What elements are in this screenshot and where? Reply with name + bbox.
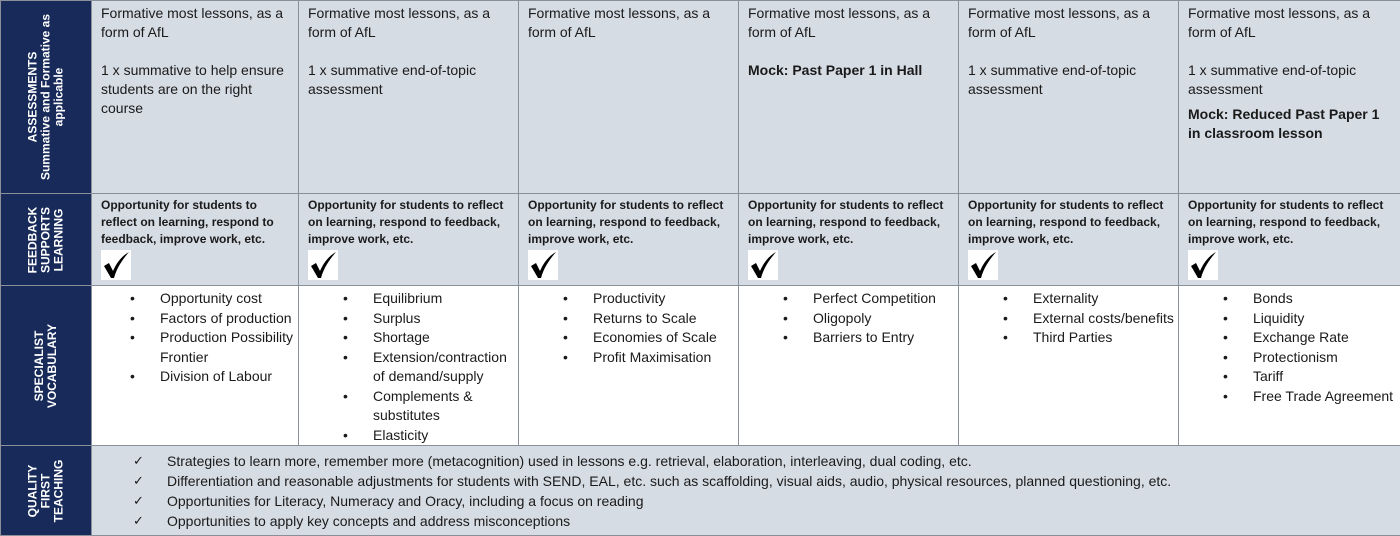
quality-item-text: Opportunities for Literacy, Numeracy and Oracy, including a focus on reading — [167, 493, 644, 509]
vocab-item: • Barriers to Entry — [813, 328, 954, 348]
vocab-item: • Free Trade Agreement — [1253, 387, 1396, 407]
quality-row — [1, 446, 1400, 536]
vocab-list — [959, 289, 1178, 348]
feedback-text: Opportunity for students to reflect on learning, respond to feedback, improve work, etc. — [1188, 197, 1394, 248]
vocab-cell-2 — [299, 286, 519, 446]
vocab-item: • Liquidity — [1253, 309, 1396, 329]
vocab-item: • Externality — [1033, 289, 1174, 309]
vocab-item: • Tariff — [1253, 367, 1396, 387]
vocab-item: • Profit Maximisation — [593, 348, 734, 368]
feedback-text: Opportunity for students to reflect on learning, respond to feedback, improve work, etc. — [308, 197, 512, 248]
vocab-item: • Division of Labour — [160, 367, 294, 387]
quality-item — [167, 511, 1400, 531]
assessment-formative: Formative most lessons, as a form of AfL — [1188, 4, 1394, 42]
vocab-item: • Opportunity cost — [160, 289, 294, 309]
assessment-mock: Mock: Reduced Past Paper 1 in classroom lesson — [1188, 105, 1394, 143]
assessments-sublabel-2: applicable — [53, 14, 66, 180]
assessment-formative: Formative most lessons, as a form of AfL — [101, 4, 292, 42]
feedback-row-header — [1, 194, 92, 286]
vocab-item: • Protectionism — [1253, 348, 1396, 368]
vocab-list — [299, 289, 518, 445]
vocab-list — [739, 289, 958, 348]
vocabulary-row-header — [1, 286, 92, 446]
vocabulary-row — [1, 286, 1400, 446]
checkmark-icon — [308, 250, 338, 280]
vocab-item: • External costs/benefits — [1033, 309, 1174, 329]
feedback-label-2: SUPPORTS — [40, 206, 53, 273]
checkmark-icon — [101, 250, 131, 280]
quality-label-3: TEACHING — [53, 459, 66, 522]
vocab-item: • Elasticity — [373, 426, 514, 446]
assessment-cell-3 — [519, 1, 739, 194]
assessment-summative: 1 x summative end-of-topic assessment — [308, 61, 512, 99]
feedback-cell-5 — [959, 194, 1179, 286]
assessment-cell-4 — [739, 1, 959, 194]
assessments-row — [1, 1, 1400, 194]
vocab-list — [92, 289, 298, 387]
quality-first-cell — [92, 446, 1400, 536]
vocab-list — [519, 289, 738, 367]
feedback-cell-3 — [519, 194, 739, 286]
quality-item-text: Strategies to learn more, remember more (metacognition) used in lessons e.g. retrieval, elaboration, interleaving, dual coding, etc. — [167, 453, 972, 469]
check-icon: ✓ — [133, 471, 144, 491]
assessment-formative: Formative most lessons, as a form of AfL — [748, 4, 952, 42]
vocab-cell-1 — [92, 286, 299, 446]
assessments-label: ASSESSMENTS — [27, 14, 40, 180]
vocab-cell-6 — [1179, 286, 1400, 446]
vocab-item: • Extension/contraction of demand/supply — [373, 348, 514, 387]
feedback-cell-1 — [92, 194, 299, 286]
assessment-cell-6 — [1179, 1, 1400, 194]
check-icon: ✓ — [133, 511, 144, 531]
quality-first-list — [92, 451, 1400, 531]
quality-item — [167, 491, 1400, 511]
vocab-item: • Oligopoly — [813, 309, 954, 329]
vocab-item: • Economies of Scale — [593, 328, 734, 348]
assessment-formative: Formative most lessons, as a form of AfL — [308, 4, 512, 42]
vocab-item: • Perfect Competition — [813, 289, 954, 309]
quality-label-2: FIRST — [40, 459, 53, 522]
check-icon: ✓ — [133, 451, 144, 471]
vocabulary-label-2: VOCABULARY — [46, 323, 59, 407]
feedback-label-3: LEARNING — [53, 206, 66, 273]
vocab-cell-4 — [739, 286, 959, 446]
vocab-list — [1179, 289, 1400, 406]
feedback-label: FEEDBACK — [27, 206, 40, 273]
vocab-item: • Equilibrium — [373, 289, 514, 309]
vocab-cell-5 — [959, 286, 1179, 446]
vocab-item: • Complements & substitutes — [373, 387, 514, 426]
checkmark-icon — [968, 250, 998, 280]
quality-item-text: Differentiation and reasonable adjustments for students with SEND, EAL, etc. such as scaffolding, visual aids, audio, physical resources, planned questioning, etc. — [167, 473, 1171, 489]
assessment-cell-5 — [959, 1, 1179, 194]
quality-label: QUALITY — [27, 459, 40, 522]
assessments-row-header — [1, 1, 92, 194]
vocabulary-label: SPECIALIST — [33, 323, 46, 407]
vocab-item: • Productivity — [593, 289, 734, 309]
assessments-sublabel: Summative and Formative as — [40, 14, 53, 180]
assessment-summative: 1 x summative end-of-topic assessment — [968, 61, 1172, 99]
quality-item — [167, 471, 1400, 491]
feedback-text: Opportunity for students to reflect on learning, respond to feedback, improve work, etc. — [101, 197, 292, 248]
vocab-item: • Shortage — [373, 328, 514, 348]
assessment-cell-2 — [299, 1, 519, 194]
quality-item — [167, 451, 1400, 471]
check-icon: ✓ — [133, 491, 144, 511]
vocab-item: • Factors of production — [160, 309, 294, 329]
assessment-summative: 1 x summative end-of-topic assessment — [1188, 61, 1394, 99]
feedback-cell-4 — [739, 194, 959, 286]
quality-row-header — [1, 446, 92, 536]
checkmark-icon — [748, 250, 778, 280]
checkmark-icon — [528, 250, 558, 280]
vocab-item: • Bonds — [1253, 289, 1396, 309]
vocab-item: • Third Parties — [1033, 328, 1174, 348]
assessment-formative: Formative most lessons, as a form of AfL — [968, 4, 1172, 42]
feedback-cell-6 — [1179, 194, 1400, 286]
vocab-item: • Exchange Rate — [1253, 328, 1396, 348]
assessment-summative: 1 x summative to help ensure students are on the right course — [101, 61, 292, 118]
feedback-text: Opportunity for students to reflect on learning, respond to feedback, improve work, etc. — [748, 197, 952, 248]
vocab-cell-3 — [519, 286, 739, 446]
assessment-cell-1 — [92, 1, 299, 194]
feedback-cell-2 — [299, 194, 519, 286]
vocab-item: • Returns to Scale — [593, 309, 734, 329]
assessment-formative: Formative most lessons, as a form of AfL — [528, 4, 732, 42]
feedback-row — [1, 194, 1400, 286]
feedback-text: Opportunity for students to reflect on learning, respond to feedback, improve work, etc. — [528, 197, 732, 248]
vocab-item: • Surplus — [373, 309, 514, 329]
quality-item-text: Opportunities to apply key concepts and address misconceptions — [167, 513, 570, 529]
assessment-mock: Mock: Past Paper 1 in Hall — [748, 61, 952, 80]
vocab-item: • Production Possibility Frontier — [160, 328, 294, 367]
checkmark-icon — [1188, 250, 1218, 280]
feedback-text: Opportunity for students to reflect on learning, respond to feedback, improve work, etc. — [968, 197, 1172, 248]
